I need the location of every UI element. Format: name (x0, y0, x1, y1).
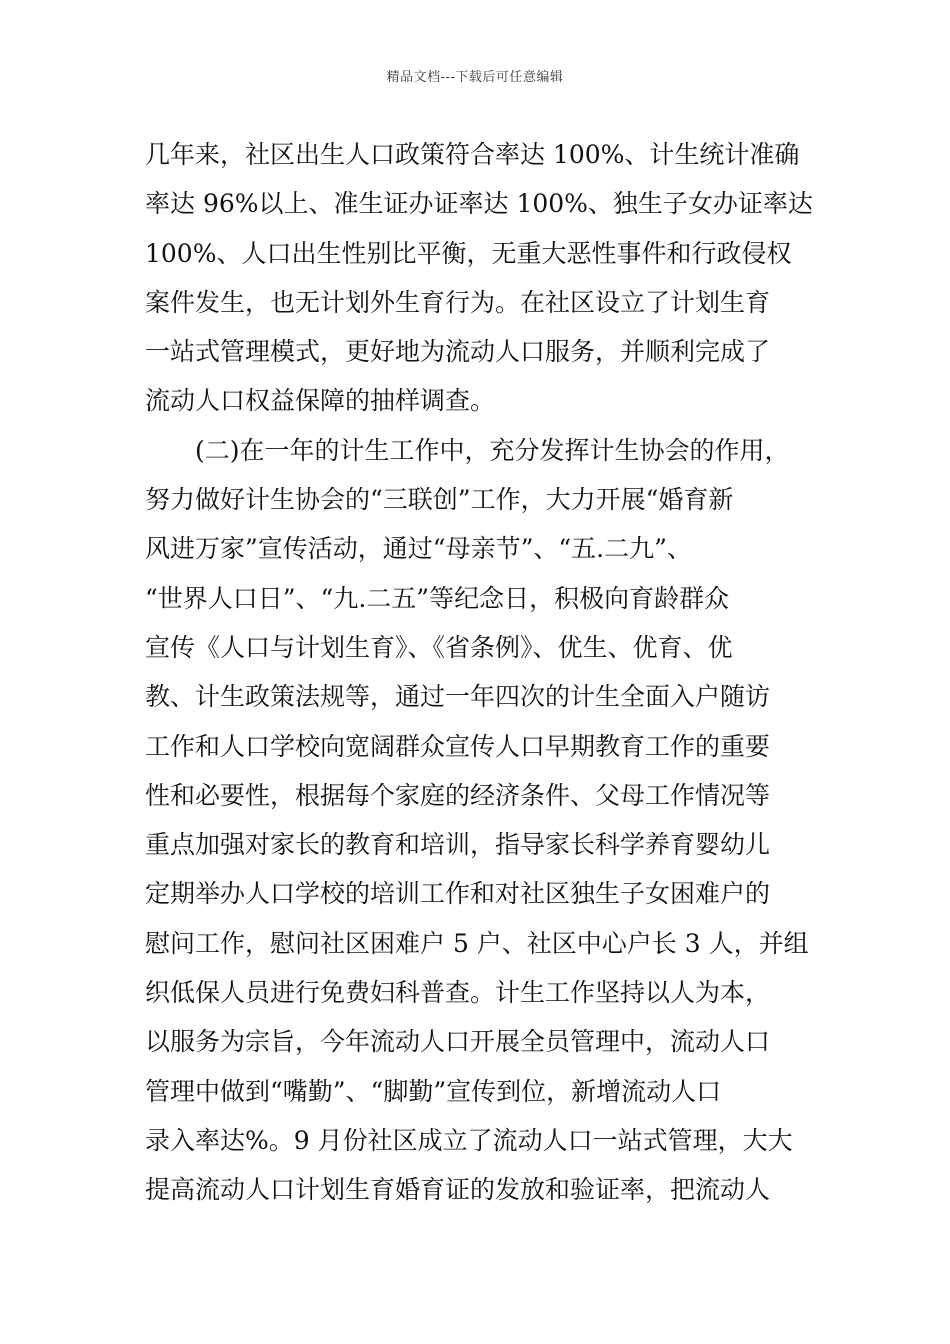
text-line: (二)在一年的计生工作中，充分发挥计生协会的作用， (145, 435, 790, 465)
text-line: 一站式管理模式，更好地为流动人口服务，并顺利完成了 (145, 337, 771, 367)
text-line: 100%、人口出生性别比平衡，无重大恶性事件和行政侵权 (145, 238, 792, 268)
text-line: 织低保人员进行免费妇科普查。计生工作坚持以人为本， (145, 978, 771, 1008)
text-line: 慰问工作，慰问社区困难户 5 户、社区中心户长 3 人，并组 (145, 928, 809, 958)
document-body (145, 130, 815, 1215)
page-header: 精品文档---下载后可任意编辑 (386, 70, 564, 85)
text-line: 流动人口权益保障的抽样调查。 (145, 386, 496, 416)
text-line: 工作和人口学校向宽阔群众宣传人口早期教育工作的重要 (145, 731, 771, 761)
text-line: 率达 96%以上、准生证办证率达 100%、独生子女办证率达 (145, 189, 813, 219)
text-line: 重点加强对家长的教育和培训，指导家长科学养育婴幼儿 (145, 830, 771, 860)
text-line: 管理中做到“嘴勤”、“脚勤”宣传到位，新增流动人口 (145, 1076, 722, 1106)
text-line: 几年来，社区出生人口政策符合率达 100%、计生统计准确 (145, 140, 800, 169)
text-line: 风进万家”宣传活动，通过“母亲节”、“五.二九”、 (145, 534, 692, 564)
text-line: 定期举办人口学校的培训工作和对社区独生子女困难户的 (145, 879, 771, 909)
text-line: 以服务为宗旨，今年流动人口开展全员管理中，流动人口 (145, 1027, 771, 1057)
text-line: 教、计生政策法规等，通过一年四次的计生全面入户随访 (145, 682, 771, 712)
text-line: 宣传《人口与计划生育》、《省条例》、优生、优育、优 (145, 632, 733, 662)
text-line: “世界人口日”、“九.二五”等纪念日，积极向育龄群众 (145, 583, 730, 613)
text-line: 提高流动人口计划生育婚育证的发放和验证率，把流动人 (145, 1175, 771, 1205)
text-line: 性和必要性，根据每个家庭的经济条件、父母工作情况等 (145, 780, 771, 810)
text-line: 努力做好计生协会的“三联创”工作，大力开展“婚育新 (145, 485, 734, 515)
text-line: 录入率达%。9 月份社区成立了流动人口一站式管理，大大 (145, 1125, 793, 1155)
text-line: 案件发生，也无计划外生育行为。在社区设立了计划生育 (145, 287, 771, 317)
